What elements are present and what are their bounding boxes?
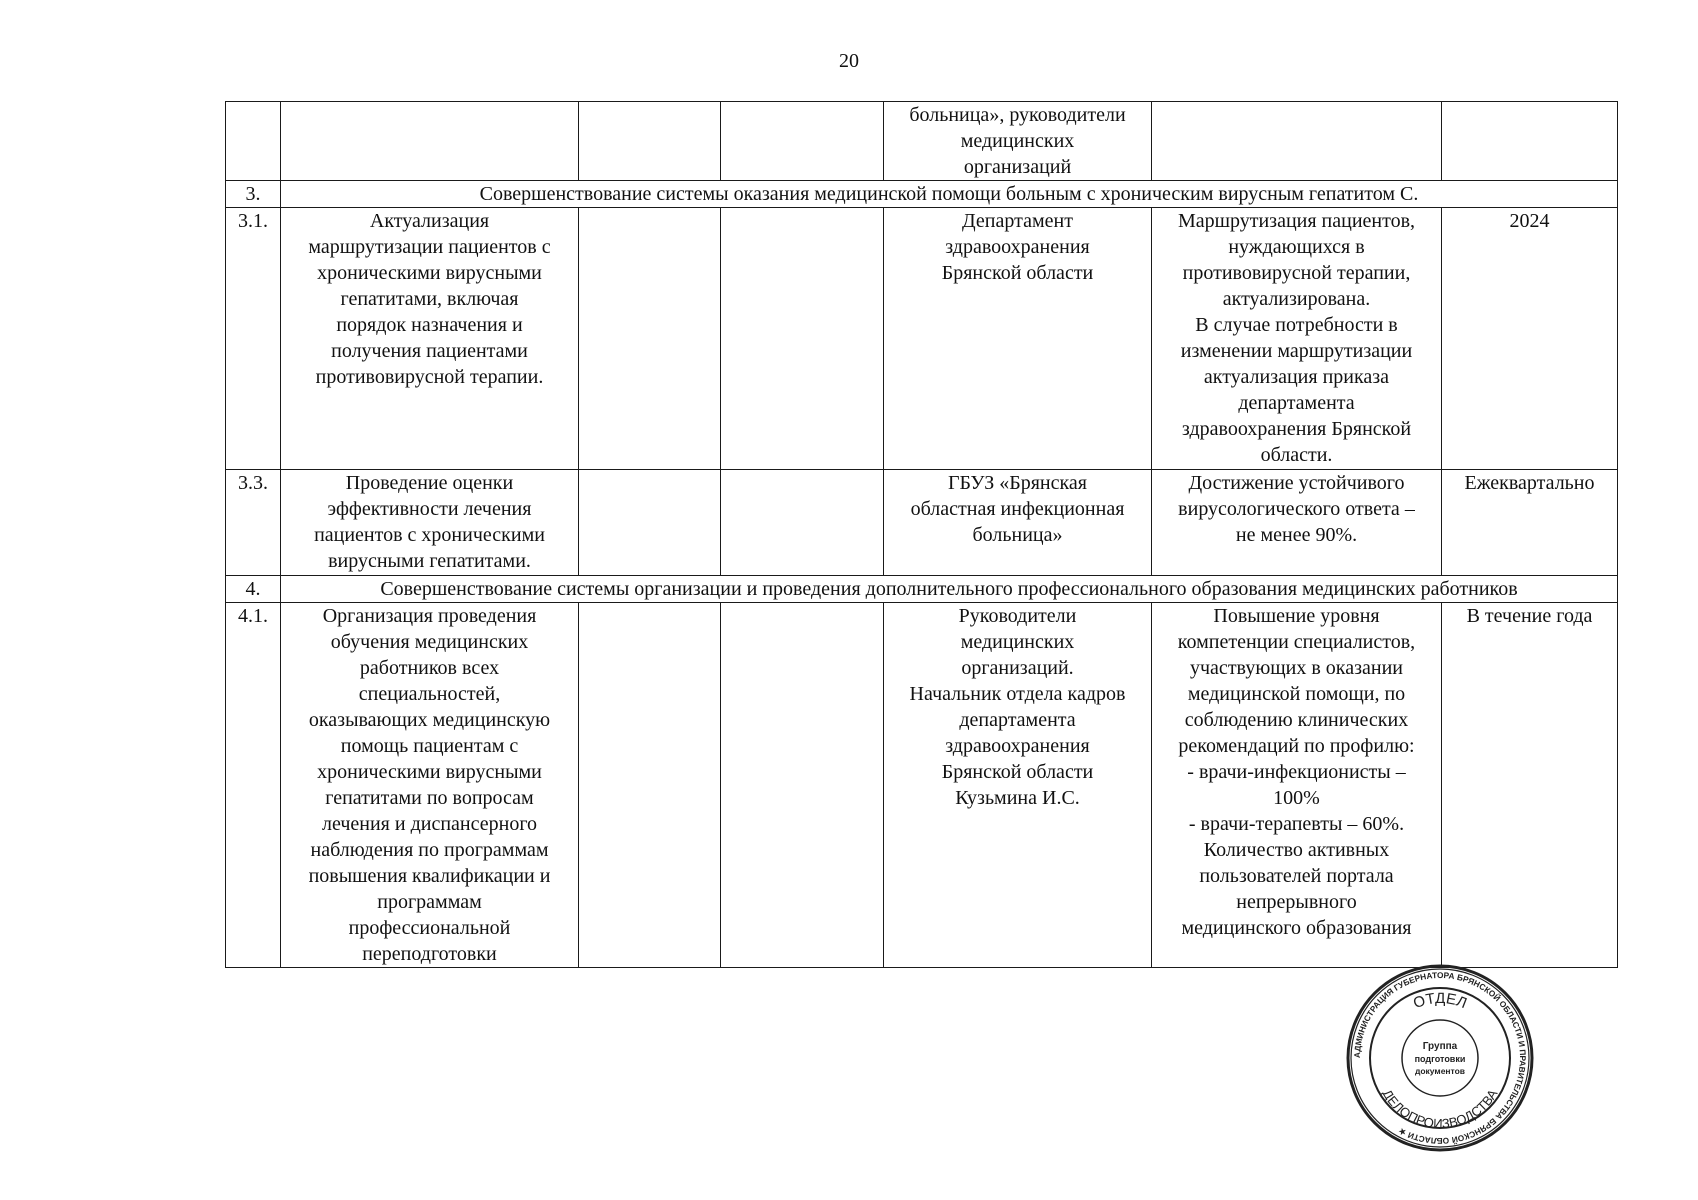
cell-empty-3 <box>579 208 721 470</box>
cell-num <box>226 102 281 181</box>
section-row-3 <box>226 181 1618 208</box>
cell-responsible: Департамент здравоохранения Брянской области <box>884 208 1152 470</box>
cell-term: Ежеквартально <box>1442 470 1618 576</box>
table-row-4-1 <box>226 603 1618 968</box>
cell-empty-4 <box>721 470 884 576</box>
stamp-ring-bottom: ДЕЛОПРОИЗВОДСТВА <box>1379 1086 1501 1132</box>
cell-empty-3 <box>579 470 721 576</box>
plan-table <box>225 101 1618 968</box>
cell-term <box>1442 102 1618 181</box>
cell-result: Достижение устойчивого вирусологического ответа – не менее 90%. <box>1152 470 1442 576</box>
cell-result: Повышение уровня компетенции специалистов, участвующих в оказании медицинской помощи, по соблюдению клинических рекомендаций по профилю: - врачи-инфекционисты – 100% - врачи-терапевты – 60%. Количество активных пользователей портала непрерывного медицинского образования <box>1152 603 1442 968</box>
cell-measure: Организация проведения обучения медицинских работников всех специальностей, оказывающих медицинскую помощь пациентам с хроническими вирусными гепатитами по вопросам лечения и диспансерного наблюдения по программам повышения квалификации и программам профессиональной переподготовки <box>281 603 579 968</box>
stamp-center-line2: подготовки <box>1414 1054 1466 1064</box>
table-row-continued <box>226 102 1618 181</box>
cell-empty-4 <box>721 102 884 181</box>
cell-responsible: больница», руководители медицинских организаций <box>884 102 1152 181</box>
cell-empty-4 <box>721 603 884 968</box>
cell-num: 3.1. <box>226 208 281 470</box>
section-title: Совершенствование системы организации и проведения дополнительного профессионального образования медицинских работников <box>281 576 1618 603</box>
section-number: 4. <box>226 576 281 603</box>
cell-result <box>1152 102 1442 181</box>
section-title: Совершенствование системы оказания медицинской помощи больным с хроническим вирусным гепатитом С. <box>281 181 1618 208</box>
cell-num: 3.3. <box>226 470 281 576</box>
cell-measure: Актуализация маршрутизации пациентов с хроническими вирусными гепатитами, включая порядок назначения и получения пациентами противовирусной терапии. <box>281 208 579 470</box>
stamp-center-line1: Группа <box>1422 1041 1458 1052</box>
cell-empty-4 <box>721 208 884 470</box>
table-row-3-3 <box>226 470 1618 576</box>
stamp-outer-text: АДМИНИСТРАЦИЯ ГУБЕРНАТОРА БРЯНСКОЙ ОБЛАСТИ И ПРАВИТЕЛЬСТВА БРЯНСКОЙ ОБЛАСТИ ★ <box>1351 969 1529 1147</box>
cell-empty-3 <box>579 603 721 968</box>
cell-responsible: ГБУЗ «Брянская областная инфекционная больница» <box>884 470 1152 576</box>
table-row-3-1 <box>226 208 1618 470</box>
cell-num: 4.1. <box>226 603 281 968</box>
stamp-center-line3: документов <box>1414 1066 1466 1076</box>
cell-result: Маршрутизация пациентов, нуждающихся в противовирусной терапии, актуализирована. В случае потребности в изменении маршрутизации актуализация приказа департамента здравоохранения Брянской области. <box>1152 208 1442 470</box>
page-number: 20 <box>839 50 859 72</box>
cell-term: 2024 <box>1442 208 1618 470</box>
cell-term: В течение года <box>1442 603 1618 968</box>
cell-measure: Проведение оценки эффективности лечения пациентов с хроническими вирусными гепатитами. <box>281 470 579 576</box>
cell-measure <box>281 102 579 181</box>
section-number: 3. <box>226 181 281 208</box>
stamp-ring-top: ОТДЕЛ <box>1411 989 1470 1013</box>
cell-empty-3 <box>579 102 721 181</box>
office-stamp <box>1345 963 1535 1153</box>
cell-responsible: Руководители медицинских организаций. Начальник отдела кадров департамента здравоохранения Брянской области Кузьмина И.С. <box>884 603 1152 968</box>
section-row-4 <box>226 576 1618 603</box>
